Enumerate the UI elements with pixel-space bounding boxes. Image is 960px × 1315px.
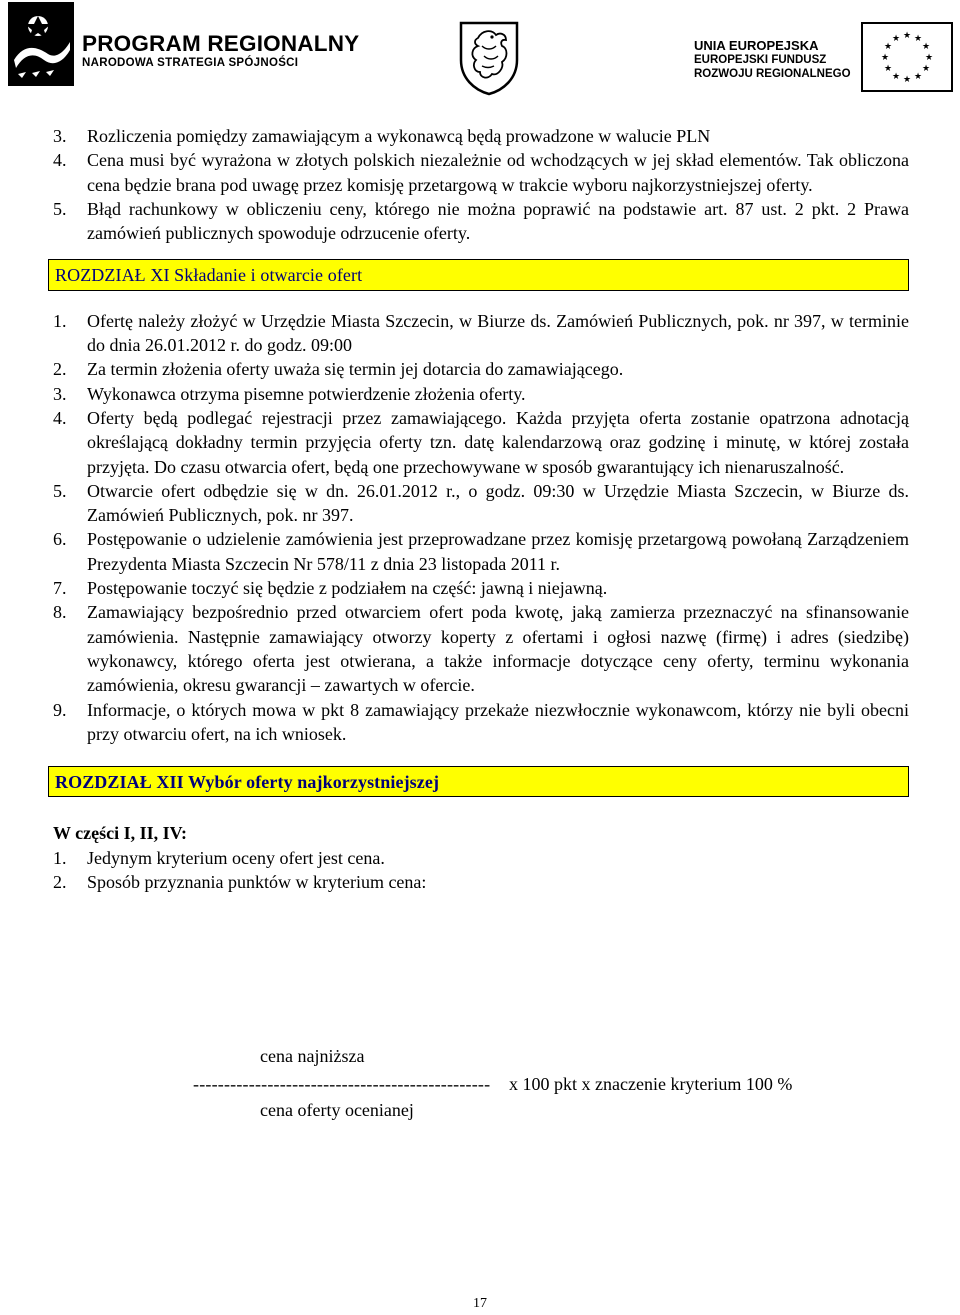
list-item-number: 3.	[53, 126, 67, 146]
list-item-text: Rozliczenia pomiędzy zamawiającym a wykonawcą będą prowadzone w walucie PLN	[87, 126, 711, 146]
program-regionalny-logo	[8, 2, 78, 93]
list-item-text: Jedynym kryterium oceny ofert jest cena.	[87, 847, 385, 868]
document-body	[53, 124, 909, 894]
svg-text:★: ★	[883, 42, 893, 52]
list-item-text: Za termin złożenia oferty uważa się termin jej dotarcia do zamawiającego.	[87, 359, 624, 380]
list-item	[53, 124, 909, 148]
svg-text:★: ★	[924, 53, 934, 63]
chapter-xi-heading	[48, 259, 909, 290]
list-chapter-xi	[53, 309, 909, 746]
list-item-number: 4.	[53, 150, 67, 171]
list-item-number: 1.	[53, 847, 67, 868]
chapter-xii-title: ROZDZIAŁ XII Wybór oferty najkorzystniejszej	[55, 772, 440, 793]
formula-fraction-line: ------------------------------------------------	[193, 1074, 491, 1094]
page-header	[0, 0, 960, 100]
svg-text:★: ★	[891, 72, 901, 82]
list-item	[53, 846, 909, 870]
list-item-text: Błąd rachunkowy w obliczeniu ceny, którego nie można poprawić na podstawie art. 87 ust. 2 pkt. 2 Prawa zamówień publicznych spowoduje odrzucenie oferty.	[87, 198, 909, 244]
formula-multiplier: x 100 pkt x znaczenie kryterium 100 %	[509, 1074, 793, 1094]
program-subtitle: NARODOWA STRATEGIA SPÓJNOŚCI	[82, 57, 299, 69]
list-item	[53, 197, 909, 246]
eu-flag-icon	[861, 22, 953, 97]
list-item-number: 9.	[53, 699, 67, 720]
star-person-icon	[8, 2, 78, 88]
svg-text:★: ★	[891, 34, 901, 44]
formula-numerator: cena najniższa	[260, 1046, 365, 1066]
list-item-number: 5.	[53, 198, 67, 219]
list-item-number: 3.	[53, 383, 67, 404]
list-item-number: 7.	[53, 578, 67, 599]
chapter-xi-title: ROZDZIAŁ XI Składanie i otwarcie ofert	[55, 265, 363, 286]
svg-text:★: ★	[883, 64, 893, 74]
svg-text:★: ★	[902, 31, 912, 41]
list-item-text: Ofertę należy złożyć w Urzędzie Miasta Szczecin, w Biurze ds. Zamówień Publicznych, pok. nr 397, w terminie do dnia 26.01.2012 r. do godz. 09:00	[87, 310, 909, 356]
list-top	[53, 124, 909, 245]
eu-fund-line2: ROZWOJU REGIONALNEGO	[694, 68, 851, 80]
svg-text:★: ★	[913, 72, 923, 82]
list-item-number: 4.	[53, 407, 67, 428]
list-item	[53, 406, 909, 479]
list-item-text: Informacje, o których mowa w pkt 8 zamawiający przekaże niezwłocznie wykonawcom, którzy nie byli obecni przy otwarciu ofert, na ich wniosek.	[87, 699, 909, 744]
list-item-text: Postępowanie toczyć się będzie z podziałem na część: jawną i niejawną.	[87, 578, 608, 599]
list-item-number: 8.	[53, 602, 67, 623]
page-number: 17	[473, 1296, 487, 1311]
svg-text:★: ★	[921, 42, 931, 52]
svg-text:★: ★	[921, 64, 931, 74]
eu-title: UNIA EUROPEJSKA	[694, 38, 819, 53]
griffin-coat-of-arms-icon	[458, 20, 520, 101]
svg-text:★: ★	[902, 75, 912, 85]
chapter-xii-heading	[48, 766, 909, 797]
list-chapter-xii	[53, 846, 909, 895]
list-item-text: Sposób przyznania punktów w kryterium cena:	[87, 872, 427, 893]
formula-denominator: cena oferty ocenianej	[260, 1100, 414, 1120]
parts-heading: W części I, II, IV:	[53, 823, 187, 844]
program-regionalny-text	[82, 32, 359, 70]
list-item	[53, 600, 909, 697]
svg-text:★: ★	[913, 34, 923, 44]
list-item	[53, 382, 909, 406]
list-item-number: 1.	[53, 310, 67, 331]
list-item	[53, 357, 909, 381]
svg-text:★: ★	[880, 53, 890, 63]
list-item-text: Oferty będą podlegać rejestracji przez zamawiającego. Każda przyjęta oferta zostanie opatrzona adnotacją określającą dokładny termin przyjęcia oferty tzn. datę kalendarzową oraz godzinę i minutę, w której została przyjęta. Do czasu otwarcia ofert, będą one przechowywane w sposób gwarantujący ich nienaruszalność.	[87, 407, 909, 477]
list-item	[53, 870, 909, 894]
list-item-text: Wykonawca otrzyma pisemne potwierdzenie złożenia oferty.	[87, 383, 526, 404]
list-item-number: 5.	[53, 480, 67, 501]
eu-fund-line1: EUROPEJSKI FUNDUSZ	[694, 54, 827, 66]
eu-text	[694, 38, 851, 81]
list-item-text: Cena musi być wyrażona w złotych polskich niezależnie od wchodzących w jej skład elementów. Tak obliczona cena będzie brana pod uwagę przez komisję przetargową w trakcie wyboru najkorzystniejszej oferty.	[87, 150, 909, 195]
list-item	[53, 479, 909, 528]
list-item	[53, 698, 909, 747]
list-item	[53, 576, 909, 600]
list-item	[53, 527, 909, 576]
list-item-text: Otwarcie ofert odbędzie się w dn. 26.01.2012 r., o godz. 09:30 w Urzędzie Miasta Szczecin, w Biurze ds. Zamówień Publicznych, pok. nr 397.	[87, 480, 909, 526]
list-item	[53, 148, 909, 197]
list-item-text: Zamawiający bezpośrednio przed otwarciem ofert poda kwotę, jaką zamierza przeznaczyć na sfinansowanie zamówienia. Następnie zamawiający otworzy koperty z ofertami i ogłosi nazwę (firmę) i adres (siedzibę) wykonawcy, którego oferta jest otwierana, a także informacje dotyczące ceny oferty, terminu wykonania zamówienia, okresu gwarancji – zawartych w ofercie.	[87, 602, 909, 696]
list-item-number: 2.	[53, 872, 67, 893]
list-item	[53, 309, 909, 358]
list-item-number: 6.	[53, 529, 67, 550]
program-title: PROGRAM REGIONALNY	[82, 31, 360, 56]
list-item-number: 2.	[53, 359, 67, 380]
list-item-text: Postępowanie o udzielenie zamówienia jest przeprowadzane przez komisję przetargową powołaną Zarządzeniem Prezydenta Miasta Szczecin Nr 578/11 z dnia 23 listopada 2011 r.	[87, 529, 909, 574]
